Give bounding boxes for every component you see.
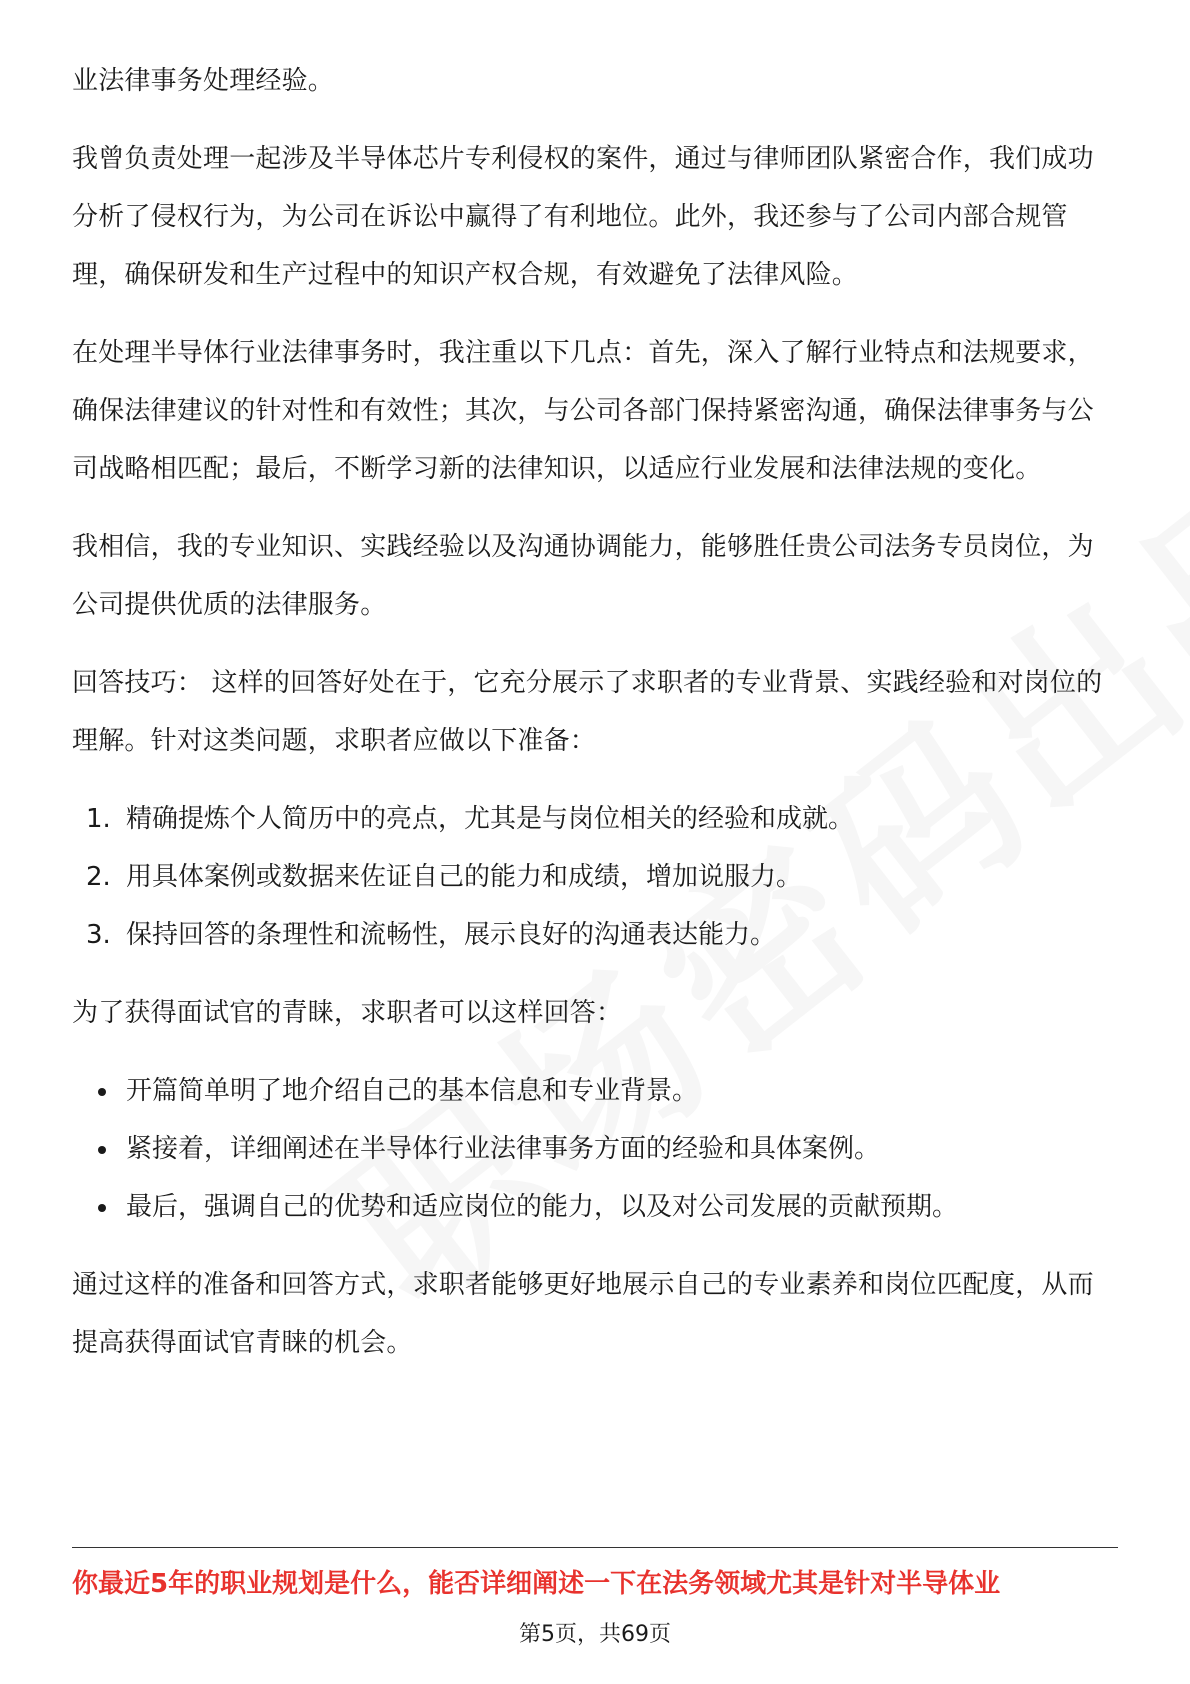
list-item-text: 用具体案例或数据来佐证自己的能力和成绩，增加说服力。 (126, 862, 803, 892)
list-number: 1. (86, 804, 111, 834)
page-content (72, 52, 1118, 1392)
list-item (72, 1120, 1118, 1178)
paragraph-confidence: 我相信，我的专业知识、实践经验以及沟通协调能力，能够胜任贵公司法务专员岗位，为公司提供优质的法律服务。 (72, 532, 1094, 620)
paragraph-case-experience: 我曾负责处理一起涉及半导体芯片专利侵权的案件，通过与律师团队紧密合作，我们成功分析了侵权行为，为公司在诉讼中赢得了有利地位。此外，我还参与了公司内部合规管理，确保研发和生产过程中的知识产权合规，有效避免了法律风险。 (72, 144, 1094, 290)
next-question-heading: 你最近5年的职业规划是什么，能否详细阐述一下在法务领域尤其是针对半导体业 (72, 1569, 1001, 1599)
numbered-list (72, 790, 1118, 964)
paragraph-continuation: 业法律事务处理经验。 (72, 66, 335, 96)
bullet-dot-icon (98, 1146, 106, 1154)
page-footer: 第5页，共69页 (519, 1622, 671, 1647)
list-item-text: 精确提炼个人简历中的亮点，尤其是与岗位相关的经验和成就。 (126, 804, 855, 834)
paragraph-bullets-intro: 为了获得面试官的青睐，求职者可以这样回答： (72, 998, 623, 1028)
paragraph-key-points: 在处理半导体行业法律事务时，我注重以下几点：首先，深入了解行业特点和法规要求，确保法律建议的针对性和有效性；其次，与公司各部门保持紧密沟通，确保法律事务与公司战略相匹配；最后，不断学习新的法律知识，以适应行业发展和法律法规的变化。 (72, 338, 1094, 484)
list-item-text: 紧接着，详细阐述在半导体行业法律事务方面的经验和具体案例。 (126, 1134, 881, 1164)
list-item (72, 790, 1118, 848)
bullet-dot-icon (98, 1204, 106, 1212)
list-item-text: 保持回答的条理性和流畅性，展示良好的沟通表达能力。 (126, 920, 777, 950)
paragraph-closing: 通过这样的准备和回答方式，求职者能够更好地展示自己的专业素养和岗位匹配度，从而提高获得面试官青睐的机会。 (72, 1270, 1094, 1358)
list-number: 3. (86, 920, 111, 950)
list-number: 2. (86, 862, 111, 892)
bullet-list (72, 1062, 1118, 1236)
list-item (72, 1062, 1118, 1120)
list-item (72, 1178, 1118, 1236)
paragraph-answer-tips: 回答技巧： 这样的回答好处在于，它充分展示了求职者的专业背景、实践经验和对岗位的理解。针对这类问题，求职者应做以下准备： (72, 668, 1103, 756)
bullet-dot-icon (98, 1088, 106, 1096)
list-item (72, 906, 1118, 964)
section-divider (72, 1547, 1118, 1548)
list-item-text: 最后，强调自己的优势和适应岗位的能力，以及对公司发展的贡献预期。 (126, 1192, 959, 1222)
list-item-text: 开篇简单明了地介绍自己的基本信息和专业背景。 (126, 1076, 699, 1106)
list-item (72, 848, 1118, 906)
